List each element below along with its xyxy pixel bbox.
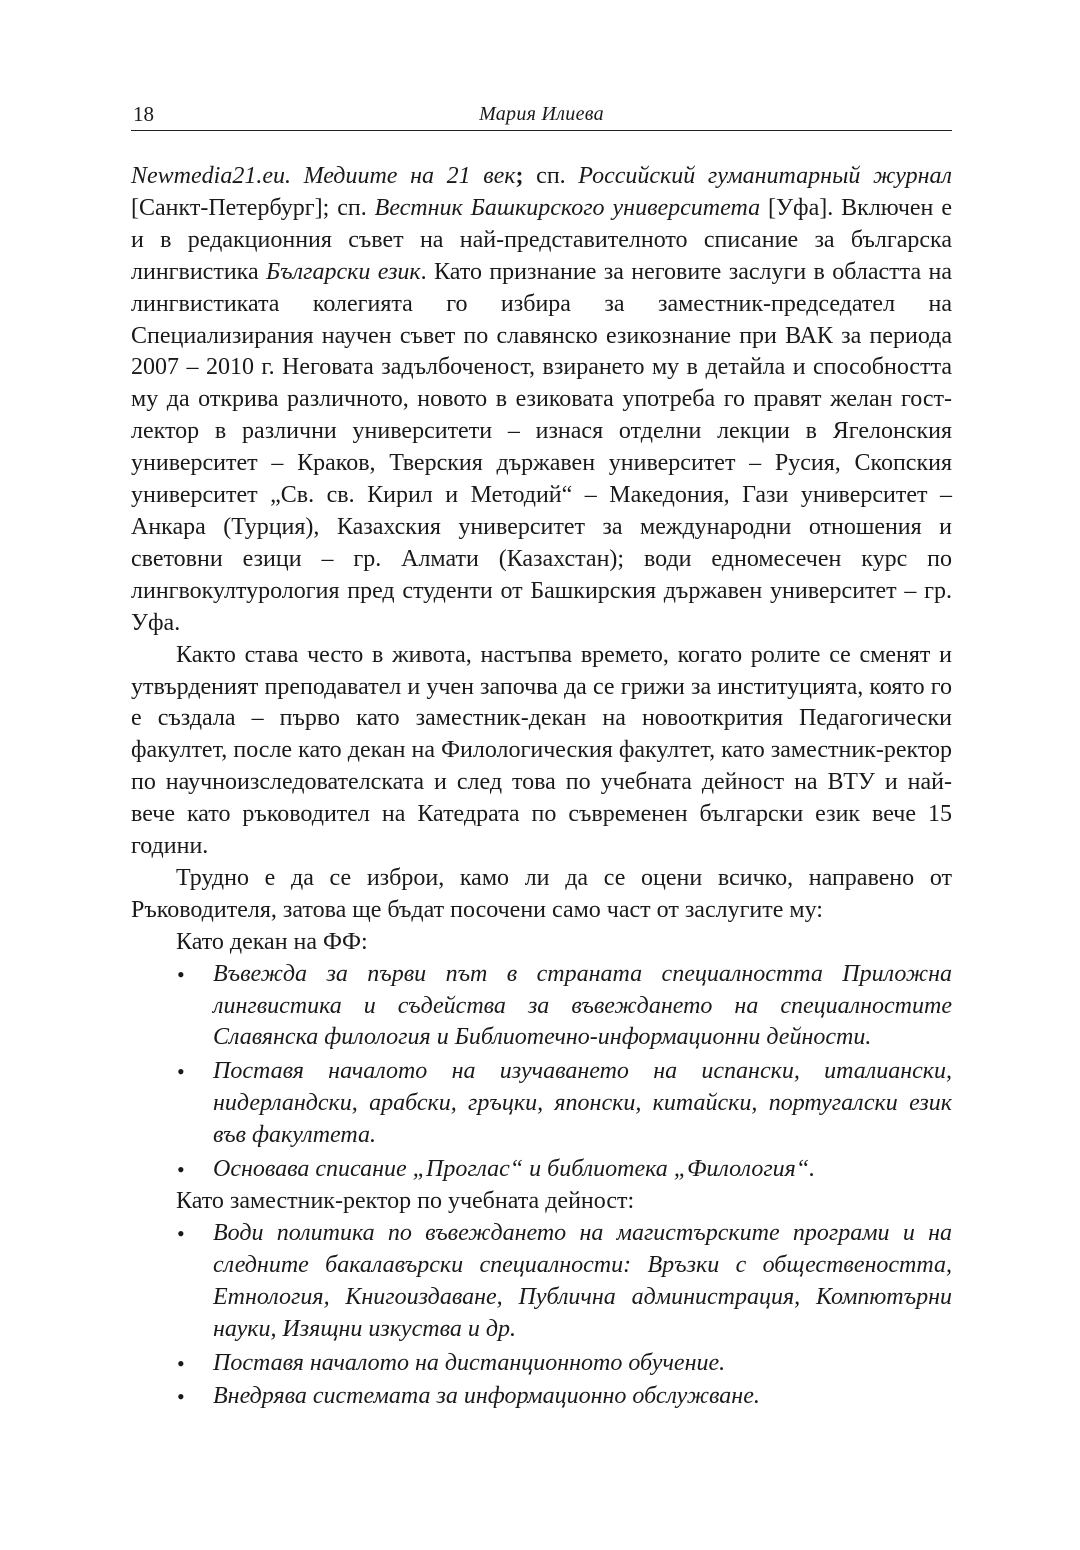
paragraph-roles: Както става често в живота, настъпва времето, когато ролите се сменят и утвърденият преподавател и учен започва да се грижи за институцията, която го е създала – първо като заместник-декан на новооткрития Педагогически факултет, после като декан на Филологическия факултет, като заместник-ректор по научноизследователската и след това по учебната дейност на ВТУ и най-вече като ръководител на Катедрата по съвременен български език вече 15 години. xyxy=(131,641,952,860)
journal-title-newmedia: Newmedia21.eu. Медиите на 21 век xyxy=(131,163,516,189)
text-run: [Уфа]. Включен е и в редакционния съвет на най-представителното списание за българска лингвистика xyxy=(131,194,952,285)
section-label-vice-rector: Като заместник-ректор по учебната дейност: xyxy=(176,1188,635,1214)
page-number: 18 xyxy=(133,102,154,126)
page-header xyxy=(131,102,952,131)
journal-title-russian: Российский гуманитарный журнал xyxy=(578,163,952,189)
running-head-author: Мария Илиева xyxy=(479,103,604,125)
text-run: сп. xyxy=(523,163,579,189)
list-item: • Внедрява системата за информационно обслужване. xyxy=(213,1381,952,1413)
list-item: • Поставя началото на изучаването на испански, италиански, нидерландски, арабски, гръцки, японски, китайски, португалски език във факултета. xyxy=(213,1056,952,1152)
punctuation: ; xyxy=(515,163,524,189)
list-item: • Поставя началото на дистанционното обучение. xyxy=(213,1348,952,1380)
vice-rector-achievements-list xyxy=(131,1218,952,1413)
list-item: • Води политика по въвеждането на магистърските програми и на следните бакалавърски специалности: Връзки с обществеността, Етнология, Книгоиздаване, Публична администрация, Компютърни науки, Изящни изкуства и др. xyxy=(213,1218,952,1346)
text-run: [Санкт-Петербург]; сп. xyxy=(131,194,375,221)
list-item: • Основава списание „Проглас“ и библиотека „Филология“. xyxy=(213,1154,952,1186)
journal-title-bashkir: Вестник Башкирского университета xyxy=(374,194,761,221)
dean-achievements-list xyxy=(131,959,952,1186)
section-label-dean: Като декан на ФФ: xyxy=(176,928,368,955)
page-body xyxy=(131,161,952,1413)
paragraph-merits-intro: Трудно е да се изброи, камо ли да се оцени всичко, направено от Ръководителя, затова ще бъдат посочени само част от заслугите му: xyxy=(131,864,952,923)
journal-title-bulgarian: Български език xyxy=(266,258,421,285)
list-item: • Въвежда за първи път в страната специалността Приложна лингвистика и съдейства за въвеждането на специалностите Славянска филология и Библиотечно-информационни дейности. xyxy=(213,959,952,1055)
paragraph-journals xyxy=(131,161,952,640)
text-run: . Като признание за неговите заслуги в областта на лингвистиката колегията го избира за заместник-председател на Специализирания научен съвет по славянско езикознание при ВАК за периода 2007 – 2010 г. Неговата задълбоченост, взирането му в детайла и способността му да открива различното, новото в езиковата употреба го правят желан гост-лектор в различни университети – изнася отделни лекции в Ягелонския университет – Краков, Тверския държавен университет – Русия, Скопския университет „Св. св. Кирил и Методий“ – Македония, Гази университет – Анкара (Турция), Казахския университет за международни отношения и световни езици – гр. Алмати (Казахстан); води едномесечен курс по лингвокултурология пред студенти от Башкирския държавен университет – гр. Уфа. xyxy=(131,258,952,636)
